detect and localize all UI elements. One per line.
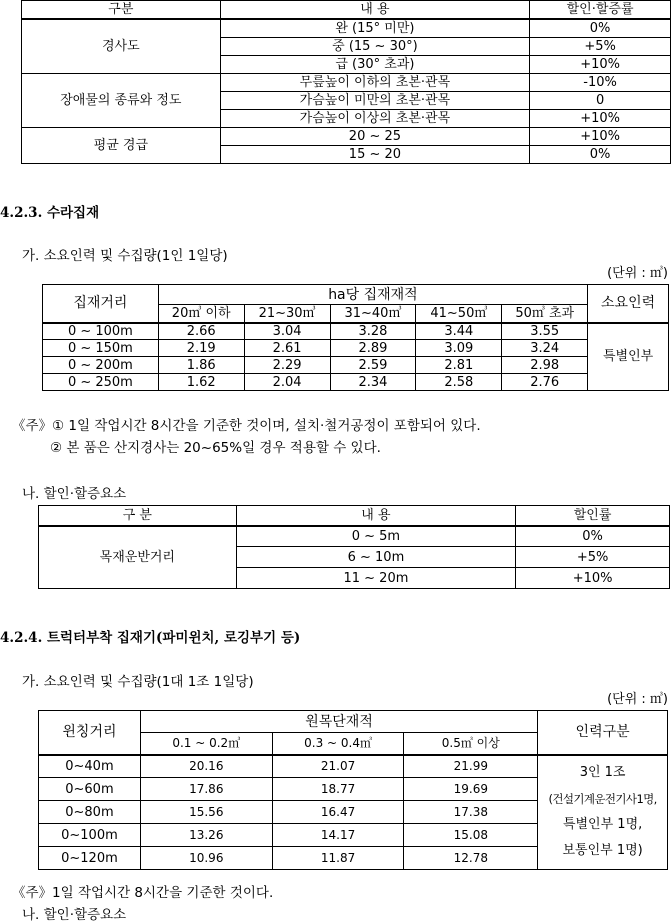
table-cell: 17.38 bbox=[404, 801, 538, 824]
table-cell: 0~100m bbox=[39, 824, 141, 847]
table-cell: 0~120m bbox=[39, 847, 141, 870]
table-cell: 11.87 bbox=[272, 847, 404, 870]
unit-label-424: (단위 : ㎥) bbox=[607, 692, 668, 707]
header-volume-col: 21~30㎥ bbox=[244, 305, 330, 323]
table-cell: -10% bbox=[530, 74, 671, 92]
table-cell: +10% bbox=[516, 568, 670, 589]
table-cell: 15.08 bbox=[404, 824, 538, 847]
unit-label-423: (단위 : ㎥) bbox=[607, 266, 668, 281]
note-2-423: ② 본 품은 산지경사는 20~65%일 경우 적용할 수 있다. bbox=[50, 440, 381, 456]
table-cell: 13.26 bbox=[140, 824, 272, 847]
table-cell: 17.86 bbox=[140, 778, 272, 801]
subsection-a-423: 가. 소요인력 및 수집량(1인 1일당) bbox=[22, 248, 228, 264]
table-cell: 0 ~ 150m bbox=[43, 340, 159, 357]
table-cell: +5% bbox=[530, 38, 671, 56]
note-1-424: 《주》1일 작업시간 8시간을 기준한 것이다. bbox=[12, 885, 274, 901]
table-cell: 가슴높이 미만의 초본·관목 bbox=[220, 92, 530, 110]
table-cell: 0~80m bbox=[39, 801, 141, 824]
subsection-b-424: 나. 할인·할증요소 bbox=[22, 907, 127, 923]
labor-value: 특별인부 bbox=[588, 323, 669, 391]
table-cell: 3.55 bbox=[502, 323, 588, 340]
table2-header-category: 구 분 bbox=[39, 506, 237, 526]
table-cell: 15 ~ 20 bbox=[220, 146, 530, 164]
table1-header-rate: 할인·할증률 bbox=[530, 1, 671, 20]
table-cell: 19.69 bbox=[404, 778, 538, 801]
table-cell: 2.34 bbox=[330, 374, 416, 391]
header-labor: 소요인력 bbox=[588, 285, 669, 323]
table-cell: 3.04 bbox=[244, 323, 330, 340]
section-title-423: 4.2.3. 수라집재 bbox=[0, 205, 100, 221]
table1-group-obstacle: 장애물의 종류와 정도 bbox=[22, 74, 221, 128]
subsection-b-423: 나. 할인·할증요소 bbox=[22, 486, 127, 502]
table-cell: 2.29 bbox=[244, 357, 330, 374]
table-cell: 12.78 bbox=[404, 847, 538, 870]
table-cell: 6 ~ 10m bbox=[236, 547, 516, 568]
table-cell: 2.81 bbox=[416, 357, 502, 374]
header-distance: 집재거리 bbox=[43, 285, 159, 323]
table-cell: 0 bbox=[530, 92, 671, 110]
table-cell: 2.58 bbox=[416, 374, 502, 391]
table-cell: 1.62 bbox=[158, 374, 244, 391]
section-title-424: 4.2.4. 트럭터부착 집재기(파미윈치, 로깅부기 등) bbox=[0, 630, 301, 646]
header-volume-col: 41~50㎥ bbox=[416, 305, 502, 323]
note-1-423: 《주》① 1일 작업시간 8시간을 기준한 것이며, 설치·철거공정이 포함되어 있다. bbox=[12, 418, 481, 434]
table-cell: +10% bbox=[530, 56, 671, 74]
table-cell: +5% bbox=[516, 547, 670, 568]
labor-line: 3인 1조 bbox=[579, 765, 626, 781]
table-cell: 0% bbox=[530, 146, 671, 164]
labor-class-value bbox=[538, 755, 668, 870]
table1-group-diameter: 평균 경급 bbox=[22, 128, 221, 164]
table-cell: 20.16 bbox=[140, 755, 272, 778]
table-cell: 0% bbox=[516, 526, 670, 547]
table-cell: 3.44 bbox=[416, 323, 502, 340]
table2-group-label: 목재운반거리 bbox=[39, 526, 237, 589]
labor-table-424 bbox=[38, 710, 668, 870]
header-winching-distance: 윈칭거리 bbox=[39, 711, 141, 755]
table-cell: 0 ~ 100m bbox=[43, 323, 159, 340]
table-cell: 11 ~ 20m bbox=[236, 568, 516, 589]
table-cell: 10.96 bbox=[140, 847, 272, 870]
table-cell: 2.59 bbox=[330, 357, 416, 374]
table-cell: 3.24 bbox=[502, 340, 588, 357]
header-volume-col: 0.5㎥ 이상 bbox=[404, 733, 538, 755]
header-volume-col: 20㎥ 이하 bbox=[158, 305, 244, 323]
table-cell: 0 ~ 5m bbox=[236, 526, 516, 547]
table-cell: 0 ~ 200m bbox=[43, 357, 159, 374]
table-cell: 0% bbox=[530, 19, 671, 38]
table-cell: 2.76 bbox=[502, 374, 588, 391]
table-cell: 15.56 bbox=[140, 801, 272, 824]
table-cell: 16.47 bbox=[272, 801, 404, 824]
table-cell: 2.61 bbox=[244, 340, 330, 357]
table-cell: 2.04 bbox=[244, 374, 330, 391]
table1-header-category: 구분 bbox=[22, 1, 221, 20]
header-labor-class: 인력구분 bbox=[538, 711, 668, 755]
header-volume-col: 0.3 ~ 0.4㎥ bbox=[272, 733, 404, 755]
table-cell: 완 (15° 미만) bbox=[220, 19, 530, 38]
table-cell: 가슴높이 이상의 초본·관목 bbox=[220, 110, 530, 128]
table-cell: 1.86 bbox=[158, 357, 244, 374]
table-cell: 급 (30° 초과) bbox=[220, 56, 530, 74]
adjustment-table-top bbox=[21, 0, 671, 164]
table-cell: 2.66 bbox=[158, 323, 244, 340]
labor-line: 보통인부 1명) bbox=[562, 843, 643, 859]
labor-line: 특별인부 1명, bbox=[562, 817, 643, 833]
table-cell: 중 (15 ~ 30°) bbox=[220, 38, 530, 56]
header-volume-col: 0.1 ~ 0.2㎥ bbox=[140, 733, 272, 755]
table-cell: 2.89 bbox=[330, 340, 416, 357]
table-cell: +10% bbox=[530, 110, 671, 128]
subsection-a-424: 가. 소요인력 및 수집량(1대 1조 1일당) bbox=[22, 674, 254, 690]
table-cell: 0~40m bbox=[39, 755, 141, 778]
table1-group-slope: 경사도 bbox=[22, 19, 221, 74]
table-cell: 3.28 bbox=[330, 323, 416, 340]
table1-header-content: 내 용 bbox=[220, 1, 530, 20]
table-cell: +10% bbox=[530, 128, 671, 146]
table-cell: 무릎높이 이하의 초본·관목 bbox=[220, 74, 530, 92]
table-cell: 20 ~ 25 bbox=[220, 128, 530, 146]
table-cell: 0~60m bbox=[39, 778, 141, 801]
table-cell: 21.99 bbox=[404, 755, 538, 778]
haul-distance-table bbox=[38, 505, 670, 589]
header-volume-col: 31~40㎥ bbox=[330, 305, 416, 323]
header-volume-col: 50㎥ 초과 bbox=[502, 305, 588, 323]
labor-table-423 bbox=[42, 284, 669, 391]
header-volume-group: ha당 집재재적 bbox=[158, 285, 587, 305]
table-cell: 21.07 bbox=[272, 755, 404, 778]
table-cell: 18.77 bbox=[272, 778, 404, 801]
table-cell: 2.98 bbox=[502, 357, 588, 374]
header-log-volume: 원목단재적 bbox=[140, 711, 537, 733]
table-cell: 2.19 bbox=[158, 340, 244, 357]
table-cell: 3.09 bbox=[416, 340, 502, 357]
table2-header-content: 내 용 bbox=[236, 506, 516, 526]
table-cell: 0 ~ 250m bbox=[43, 374, 159, 391]
labor-line: (건설기계운전기사1명, bbox=[548, 792, 657, 807]
table-cell: 14.17 bbox=[272, 824, 404, 847]
table2-header-rate: 할인률 bbox=[516, 506, 670, 526]
